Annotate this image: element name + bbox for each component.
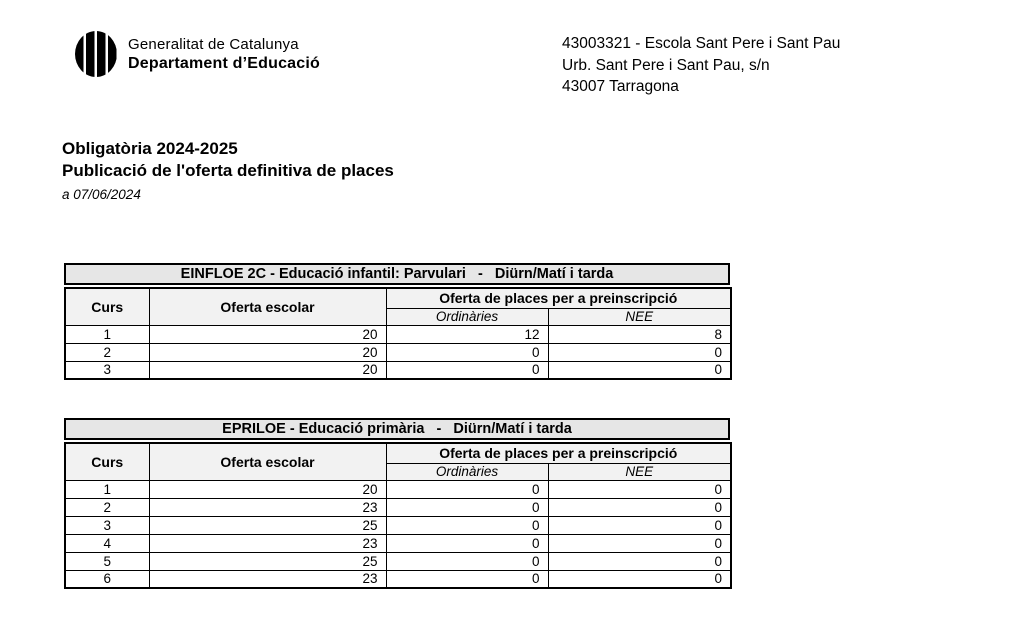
- school-city: 43007 Tarragona: [562, 78, 679, 95]
- header-brand: [75, 30, 320, 78]
- cell-curs: 6: [65, 570, 149, 588]
- col-header-oferta-escolar: Oferta escolar: [149, 443, 386, 480]
- cell-curs: 3: [65, 516, 149, 534]
- school-info: [562, 33, 840, 98]
- dept-name: Departament d’Educació: [128, 55, 321, 72]
- offer-table: [64, 287, 732, 380]
- cell-nee: 0: [548, 570, 731, 588]
- cell-curs: 1: [65, 325, 149, 343]
- doc-title-line2: Publicació de l'oferta definitiva de places: [62, 161, 394, 180]
- doc-title-block: [62, 138, 394, 202]
- generalitat-logo-icon: [75, 30, 117, 78]
- cell-ordinaries: 0: [386, 570, 548, 588]
- col-header-preinscripcio: Oferta de places per a preinscripció: [386, 288, 731, 308]
- cell-oferta-escolar: 23: [149, 570, 386, 588]
- table-title: EPRILOE - Educació primària - Diürn/Matí i tarda: [64, 418, 730, 440]
- table-row: [65, 570, 731, 588]
- school-address: Urb. Sant Pere i Sant Pau, s/n: [562, 56, 770, 74]
- col-header-oferta-escolar: Oferta escolar: [149, 288, 386, 325]
- org-name: Generalitat de Catalunya: [128, 36, 299, 53]
- doc-title-line1: Obligatòria 2024-2025: [62, 139, 238, 158]
- cell-nee: 0: [548, 516, 731, 534]
- offer-table: [64, 442, 732, 589]
- col-header-nee: NEE: [548, 463, 731, 480]
- cell-oferta-escolar: 20: [149, 361, 386, 379]
- school-code-name: 43003321 - Escola Sant Pere i Sant Pau: [562, 35, 841, 52]
- table-einfloe: [64, 263, 730, 380]
- table-row: [65, 325, 731, 343]
- cell-oferta-escolar: 25: [149, 552, 386, 570]
- table-row: [65, 498, 731, 516]
- col-header-nee: NEE: [548, 308, 731, 325]
- cell-nee: 0: [548, 498, 731, 516]
- table-row: [65, 534, 731, 552]
- cell-oferta-escolar: 20: [149, 480, 386, 498]
- cell-curs: 1: [65, 480, 149, 498]
- cell-nee: 0: [548, 343, 731, 361]
- cell-ordinaries: 0: [386, 343, 548, 361]
- cell-oferta-escolar: 23: [149, 498, 386, 516]
- cell-ordinaries: 12: [386, 325, 548, 343]
- col-header-curs: Curs: [65, 288, 149, 325]
- col-header-ordinaries: Ordinàries: [386, 308, 548, 325]
- cell-nee: 0: [548, 552, 731, 570]
- cell-ordinaries: 0: [386, 552, 548, 570]
- cell-curs: 2: [65, 498, 149, 516]
- brand-text: [128, 30, 320, 74]
- cell-nee: 0: [548, 534, 731, 552]
- col-header-curs: Curs: [65, 443, 149, 480]
- cell-nee: 8: [548, 325, 731, 343]
- cell-ordinaries: 0: [386, 534, 548, 552]
- table-title: EINFLOE 2C - Educació infantil: Parvulari - Diürn/Matí i tarda: [64, 263, 730, 285]
- cell-oferta-escolar: 23: [149, 534, 386, 552]
- cell-oferta-escolar: 20: [149, 325, 386, 343]
- cell-curs: 4: [65, 534, 149, 552]
- table-row: [65, 361, 731, 379]
- table-row: [65, 552, 731, 570]
- cell-ordinaries: 0: [386, 480, 548, 498]
- table-row: [65, 516, 731, 534]
- cell-nee: 0: [548, 361, 731, 379]
- col-header-ordinaries: Ordinàries: [386, 463, 548, 480]
- table-row: [65, 480, 731, 498]
- cell-curs: 3: [65, 361, 149, 379]
- doc-date: a 07/06/2024: [62, 187, 141, 202]
- table-row: [65, 343, 731, 361]
- cell-ordinaries: 0: [386, 516, 548, 534]
- cell-oferta-escolar: 25: [149, 516, 386, 534]
- col-header-preinscripcio: Oferta de places per a preinscripció: [386, 443, 731, 463]
- cell-oferta-escolar: 20: [149, 343, 386, 361]
- cell-curs: 5: [65, 552, 149, 570]
- table-eprlioe: [64, 418, 730, 589]
- cell-nee: 0: [548, 480, 731, 498]
- cell-ordinaries: 0: [386, 498, 548, 516]
- cell-ordinaries: 0: [386, 361, 548, 379]
- cell-curs: 2: [65, 343, 149, 361]
